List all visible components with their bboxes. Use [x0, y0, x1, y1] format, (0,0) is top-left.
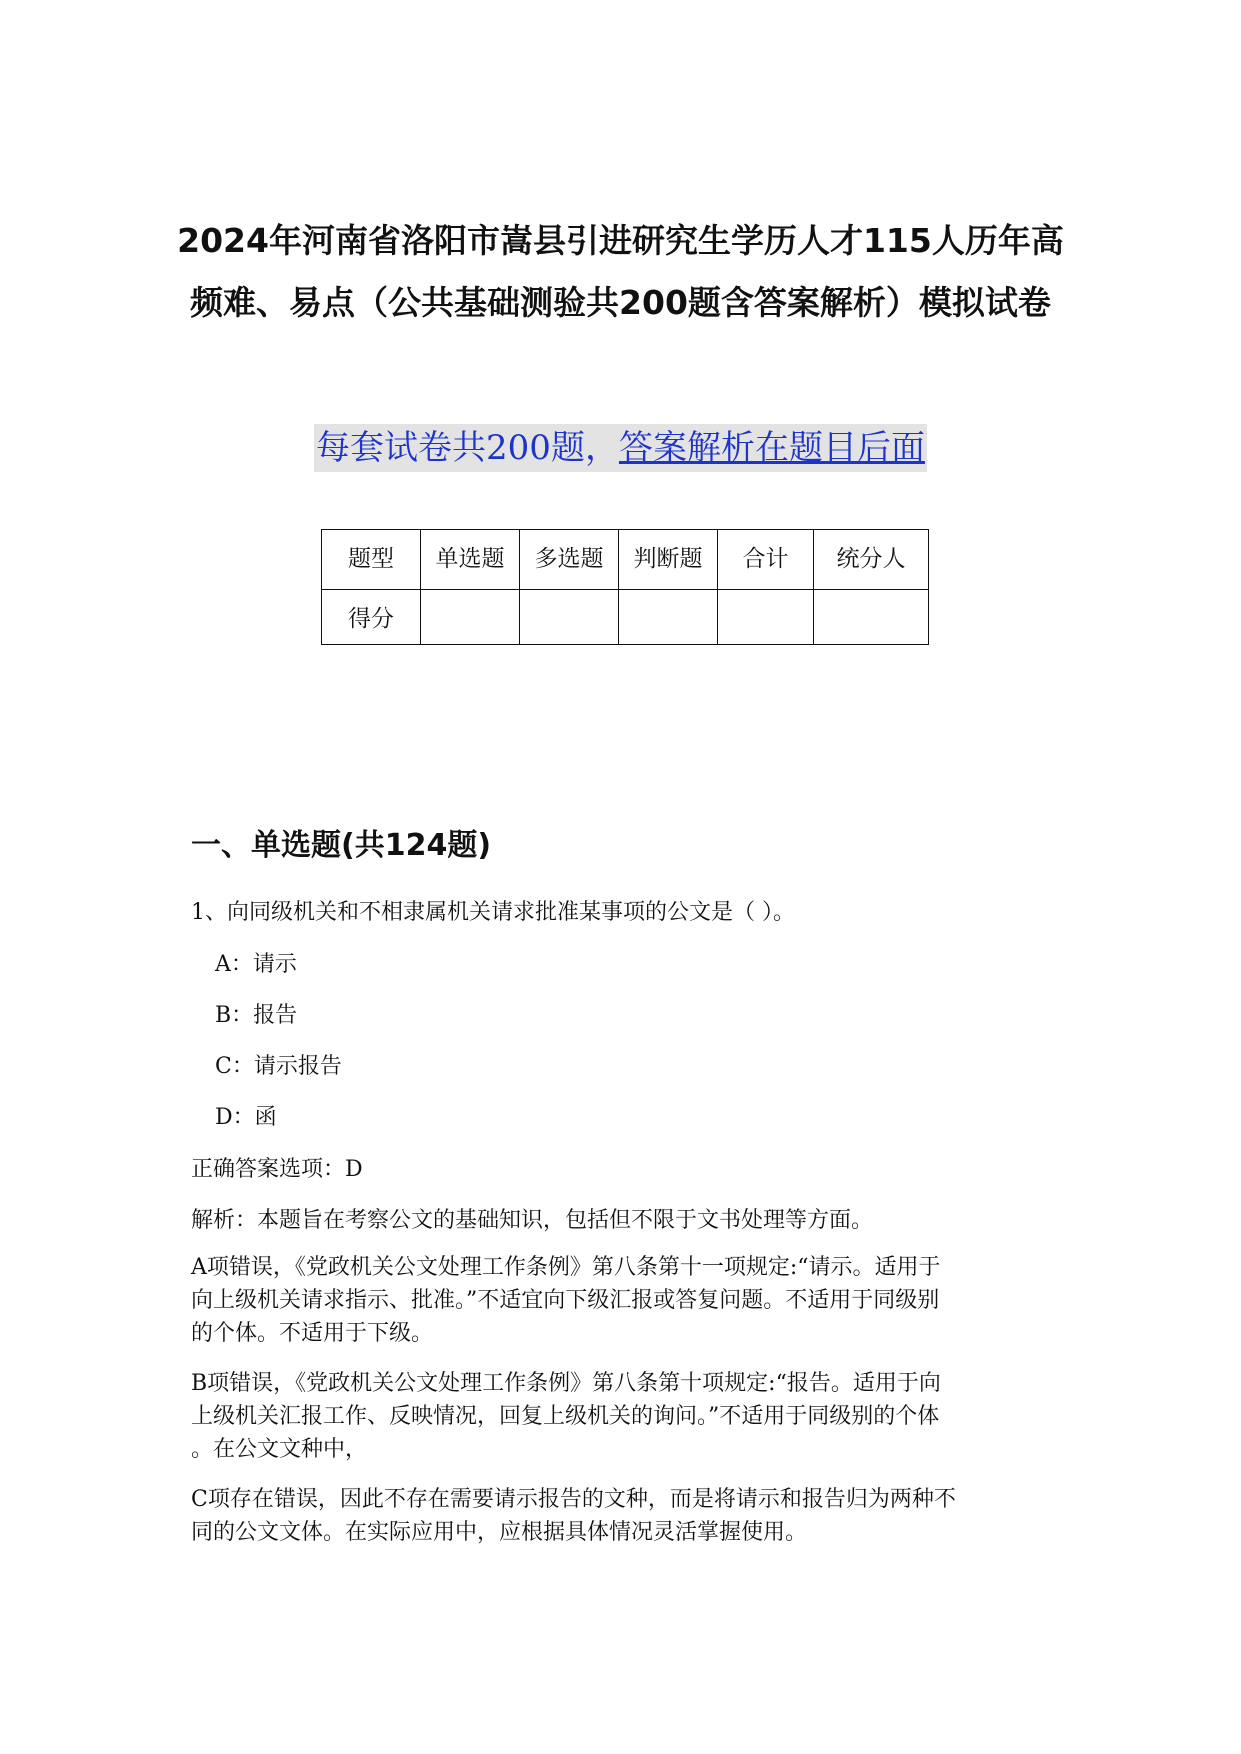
analysis-b-line: B项错误，《党政机关公文处理工作条例》第八条第十项规定:“报告。适用于向 — [191, 1371, 941, 1396]
header-cell-type: 题型 — [322, 530, 421, 590]
option-d: D：函 — [215, 1105, 277, 1130]
correct-answer: 正确答案选项：D — [191, 1157, 363, 1182]
score-row-label: 得分 — [322, 590, 421, 645]
answer-location-link[interactable]: 答案解析在题目后面 — [618, 428, 925, 468]
score-cell-single — [421, 590, 520, 645]
analysis-b-line: 上级机关汇报工作、反映情况，回复上级机关的询问。”不适用于同级别的个体 — [191, 1404, 940, 1429]
subtitle-banner — [314, 424, 927, 472]
score-cell-grader — [814, 590, 929, 645]
title-line-2: 频难、易点（公共基础测验共200题含答案解析）模拟试卷 — [190, 283, 1051, 322]
option-b: B：报告 — [215, 1003, 298, 1028]
score-table-header-row — [322, 530, 929, 590]
analysis-c-line: C项存在错误，因此不存在需要请示报告的文种，而是将请示和报告归为两种不 — [191, 1487, 956, 1512]
header-cell-grader: 统分人 — [814, 530, 929, 590]
analysis-intro: 解析：本题旨在考察公文的基础知识，包括但不限于文书处理等方面。 — [191, 1208, 874, 1233]
score-table — [321, 529, 929, 645]
score-cell-total — [718, 590, 814, 645]
analysis-paragraph-c — [191, 1483, 1071, 1549]
analysis-paragraph-b — [191, 1367, 1071, 1466]
analysis-a-line: A项错误，《党政机关公文处理工作条例》第八条第十一项规定:“请示。适用于 — [191, 1255, 941, 1280]
analysis-paragraph-a — [191, 1251, 1071, 1350]
title-line-1: 2024年河南省洛阳市嵩县引进研究生学历人才115人历年高 — [177, 221, 1064, 260]
document-title — [150, 210, 1091, 334]
subtitle-wrap — [0, 424, 1241, 472]
subtitle-prefix: 每套试卷共200题， — [316, 428, 619, 468]
option-c: C：请示报告 — [215, 1054, 342, 1079]
analysis-a-line: 向上级机关请求指示、批准。”不适宜向下级汇报或答复问题。不适用于同级别 — [191, 1288, 940, 1313]
header-cell-single: 单选题 — [421, 530, 520, 590]
score-cell-multi — [520, 590, 619, 645]
header-cell-total: 合计 — [718, 530, 814, 590]
score-cell-judge — [619, 590, 718, 645]
option-a: A：请示 — [215, 952, 297, 977]
score-table-score-row — [322, 590, 929, 645]
section-heading: 一、单选题(共124题) — [191, 828, 492, 863]
analysis-b-line: 。在公文文种中， — [191, 1437, 368, 1462]
analysis-c-line: 同的公文文体。在实际应用中，应根据具体情况灵活掌握使用。 — [191, 1520, 808, 1545]
analysis-a-line: 的个体。不适用于下级。 — [191, 1321, 434, 1346]
header-cell-multi: 多选题 — [520, 530, 619, 590]
header-cell-judge: 判断题 — [619, 530, 718, 590]
question-stem: 1、向同级机关和不相隶属机关请求批准某事项的公文是（ ）。 — [191, 900, 795, 925]
